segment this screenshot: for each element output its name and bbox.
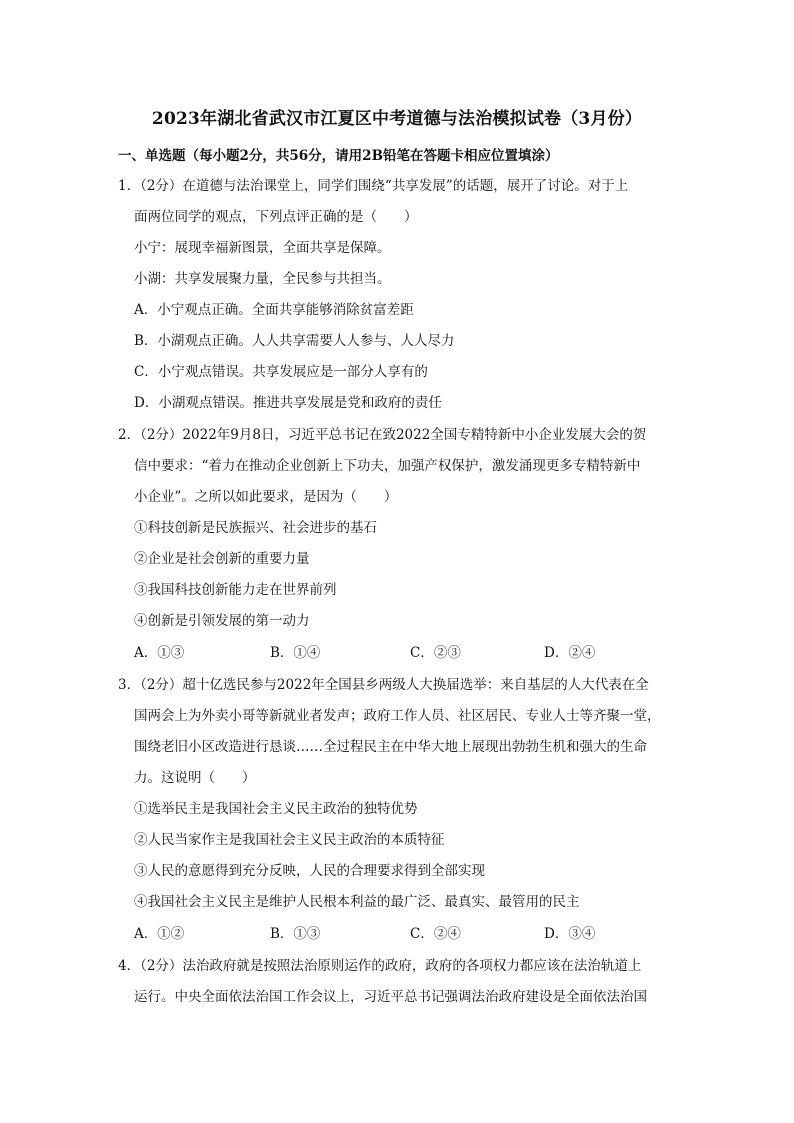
section-heading: 一、单选题（每小题2分，共56分，请用2B铅笔在答题卡相应位置填涂）: [118, 148, 559, 164]
question-3-statement: ②人民当家作主是我国社会主义民主政治的本质特征: [134, 832, 445, 848]
choice-b: B．①④: [270, 645, 321, 661]
choice-b: B．①③: [270, 926, 321, 942]
question-3-statement: ③人民的意愿得到充分反映，人民的合理要求得到全部实现: [134, 863, 485, 879]
question-3-statement: ④我国社会主义民主是维护人民根本利益的最广泛、最真实、最管用的民主: [134, 894, 580, 910]
choice-d: D．③④: [544, 926, 596, 942]
question-1-statement: 小湖：共享发展聚力量，全民参与共担当。: [134, 271, 391, 287]
question-4-line: 运行。中央全面依法治国工作会议上，习近平总书记强调法治政府建设是全面依法治国: [134, 989, 647, 1005]
question-1-line: 面两位同学的观点，下列点评正确的是（ ）: [134, 209, 418, 225]
question-3-line: 国两会上为外卖小哥等新就业者发声；政府工作人员、社区居民、专业人士等齐聚一堂，: [134, 708, 661, 724]
question-3-statement: ①选举民主是我国社会主义民主政治的独特优势: [134, 801, 418, 817]
question-3-line: 3．（2分）超十亿选民参与2022年全国县乡两级人大换届选举：来自基层的人大代表在全: [118, 677, 649, 693]
choice-a: A．①③: [134, 645, 185, 661]
question-1-option-c: C．小宁观点错误。共享发展应是一部分人享有的: [134, 364, 428, 380]
question-3-line: 力。这说明（ ）: [134, 770, 256, 786]
question-3-line: 围绕老旧小区改造进行恳谈……全过程民主在中华大地上展现出勃勃生机和强大的生命: [134, 739, 647, 755]
question-1-option-a: A．小宁观点正确。全面共享能够消除贫富差距: [134, 302, 414, 318]
choice-a: A．①②: [134, 926, 185, 942]
question-2-statement: ②企业是社会创新的重要力量: [134, 551, 310, 567]
question-1-option-d: D．小湖观点错误。推进共享发展是党和政府的责任: [134, 395, 442, 411]
question-2-line: 信中要求：“着力在推动企业创新上下功夫，加强产权保护，激发涌现更多专精特新中: [134, 458, 641, 474]
choice-c: C．②④: [410, 926, 461, 942]
question-4-line: 4．（2分）法治政府就是按照法治原则运作的政府，政府的各项权力都应该在法治轨道上: [118, 958, 642, 974]
question-2-statement: ③我国科技创新能力走在世界前列: [134, 582, 337, 598]
question-2-line: 2．（2分）2022年9月8日，习近平总书记在致2022全国专精特新中小企业发展大会的贺: [118, 427, 647, 443]
question-2-statement: ④创新是引领发展的第一动力: [134, 613, 310, 629]
choice-c: C．②③: [410, 645, 461, 661]
question-1-line: 1．（2分）在道德与法治课堂上，同学们围绕“共享发展”的话题，展开了讨论。对于上: [118, 178, 629, 194]
question-2-line: 小企业”。之所以如此要求，是因为（ ）: [134, 489, 398, 505]
question-2-statement: ①科技创新是民族振兴、社会进步的基石: [134, 520, 377, 536]
choice-d: D．②④: [544, 645, 596, 661]
page-title: 2023年湖北省武汉市江夏区中考道德与法治模拟试卷（3月份）: [151, 109, 643, 129]
question-1-option-b: B．小湖观点正确。人人共享需要人人参与、人人尽力: [134, 333, 455, 349]
question-1-statement: 小宁：展现幸福新图景，全面共享是保障。: [134, 240, 391, 256]
